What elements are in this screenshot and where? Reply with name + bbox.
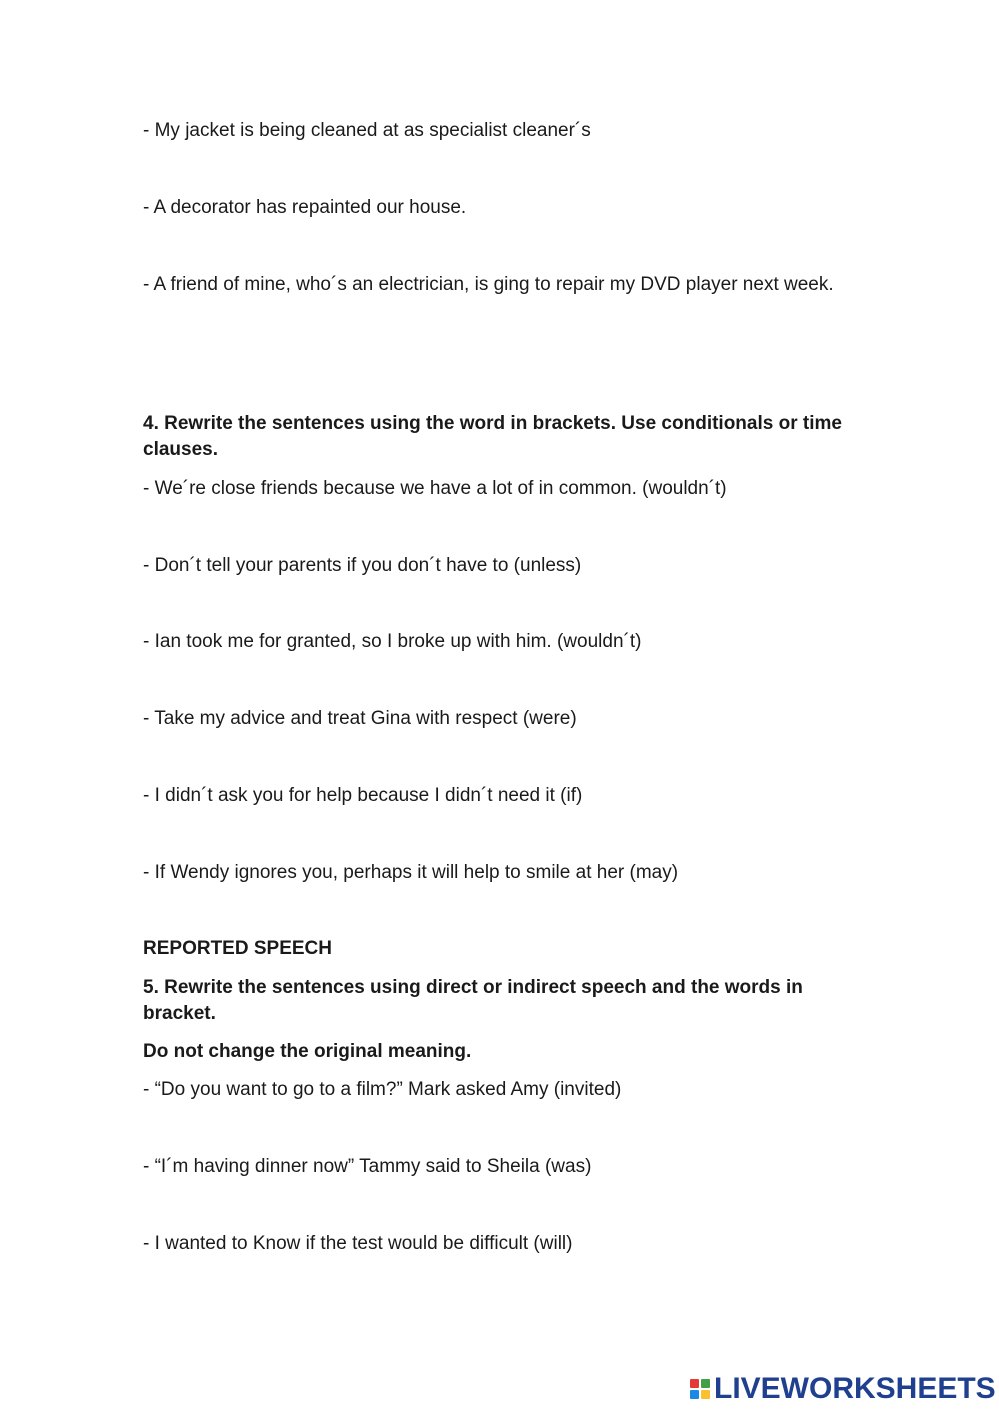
section-5-item-3: - I wanted to Know if the test would be difficult (will) [143,1233,573,1254]
logo-block-2 [701,1379,710,1388]
logo-block-1 [690,1379,699,1388]
section-4-item-5: - I didn´t ask you for help because I didn´t need it (if) [143,785,583,806]
logo-block-3 [690,1390,699,1399]
liveworksheets-logo [690,1373,996,1405]
liveworksheets-logo-text: LIVEWORKSHEETS [714,1372,996,1405]
logo-block-4 [701,1390,710,1399]
section-5-heading: 5. Rewrite the sentences using direct or indirect speech and the words in bracket. [143,977,803,1024]
section-4-item-4: - Take my advice and treat Gina with respect (were) [143,708,577,729]
passive-item-1: - My jacket is being cleaned at as specialist cleaner´s [143,120,591,141]
section-4-item-3: - Ian took me for granted, so I broke up with him. (wouldn´t) [143,631,642,652]
section-4-item-2: - Don´t tell your parents if you don´t have to (unless) [143,555,582,576]
section-5-item-1: - “Do you want to go to a film?” Mark asked Amy (invited) [143,1079,622,1100]
liveworksheets-logo-icon [690,1379,710,1399]
section-5-instruction: Do not change the original meaning. [143,1041,472,1062]
section-5-item-2: - “I´m having dinner now” Tammy said to Sheila (was) [143,1156,592,1177]
passive-item-2: - A decorator has repainted our house. [143,197,467,218]
section-4-item-6: - If Wendy ignores you, perhaps it will help to smile at her (may) [143,862,679,883]
passive-item-3: - A friend of mine, who´s an electrician, is ging to repair my DVD player next week. [143,274,834,295]
section-4-heading: 4. Rewrite the sentences using the word in brackets. Use conditionals or time clauses. [143,413,842,460]
section-4-item-1: - We´re close friends because we have a lot of in common. (wouldn´t) [143,478,727,499]
reported-speech-title: REPORTED SPEECH [143,938,332,959]
